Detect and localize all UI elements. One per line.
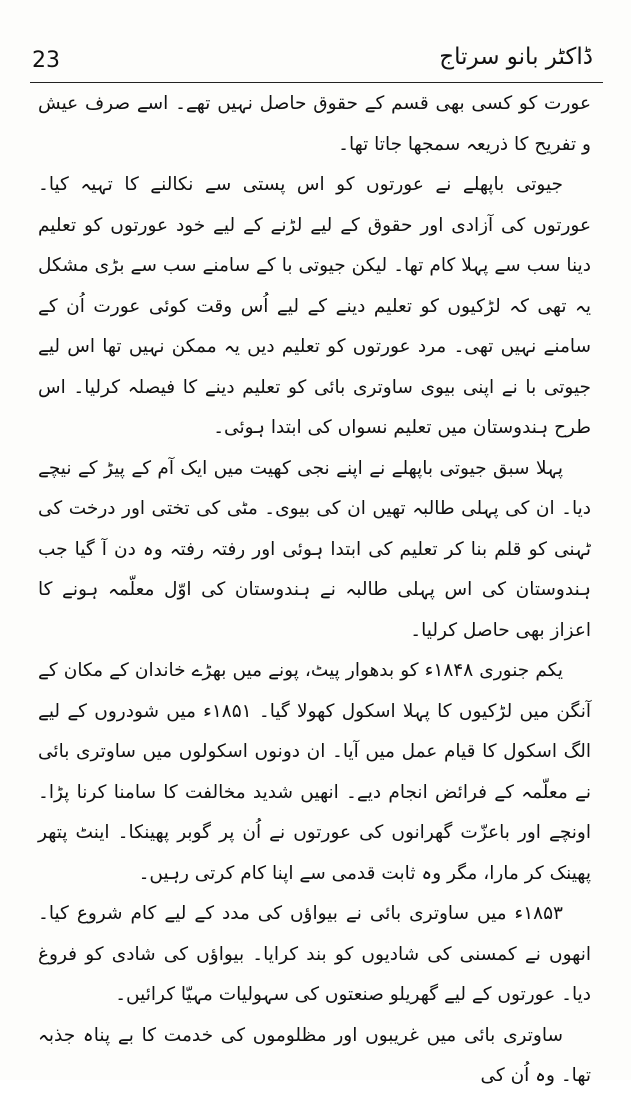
page-number: 23 bbox=[32, 48, 60, 73]
paragraph: عورت کو کسی بھی قسم کے حقوق حاصل نہیں تھے۔ اسے صرف عیش و تفریح کا ذریعہ سمجھا جاتا تھا۔ bbox=[38, 93, 591, 155]
body-text bbox=[38, 84, 591, 1097]
paragraph: جیوتی باپھلے نے عورتوں کو اس پستی سے نکالنے کا تہیہ کیا۔ عورتوں کی آزادی اور حقوق کے لیے لڑنے کے لیے خود عورتوں کو تعلیم دینا سب سے پہلا کام تھا۔ لیکن جیوتی با کے سامنے سب سے بڑی مشکل یہ تھی کہ لڑکیوں کو تعلیم دینے کے لیے اُس وقت کوئی عورت اُن کے سامنے نہیں تھی۔ مرد عورتوں کو تعلیم دیں یہ ممکن نہیں تھا اس لیے جیوتی با نے اپنی بیوی ساوتری بائی کو تعلیم دینے کا فیصلہ کرلیا۔ اس طرح ہندوستان میں تعلیم نسواں کی ابتدا ہوئی۔ bbox=[38, 174, 591, 438]
page-header bbox=[30, 40, 603, 80]
paragraph: ساوتری بائی میں غریبوں اور مظلوموں کی خدمت کا بے پناہ جذبہ تھا۔ وہ اُن کی bbox=[38, 1024, 591, 1086]
paragraph: یکم جنوری ۱۸۴۸ء کو بدھوار پیٹ، پونے میں بھڑے خاندان کے مکان کے آنگن میں لڑکیوں کا پہلا اسکول کھولا گیا۔ ۱۸۵۱ء میں شودروں کے لیے الگ اسکول کا قیام عمل میں آیا۔ ان دونوں اسکولوں میں ساوتری بائی نے معلّمہ کے فرائض انجام دیے۔ انھیں شدید مخالفت کا سامنا کرنا پڑا۔ اونچے اور باعزّت گھرانوں کی عورتوں نے اُن پر گوبر پھینکا۔ اینٹ پتھر پھینک کر مارا، مگر وہ ثابت قدمی سے اپنا کام کرتی رہیں۔ bbox=[38, 660, 591, 884]
running-title: ڈاکٹر بانو سرتاج bbox=[439, 44, 593, 70]
paragraph: پہلا سبق جیوتی باپھلے نے اپنے نجی کھیت میں ایک آم کے پیڑ کے نیچے دیا۔ ان کی پہلی طالبہ تھیں ان کی بیوی۔ مٹی کی تختی اور درخت کی ٹہنی کو قلم بنا کر تعلیم کی ابتدا ہوئی اور رفتہ رفتہ وہ دن آ گیا جب ہندوستان کی اس پہلی طالبہ نے ہندوستان کی اوّل معلّمہ ہونے کا اعزاز بھی حاصل کرلیا۔ bbox=[38, 457, 591, 641]
paragraph: ۱۸۵۳ء میں ساوتری بائی نے بیواؤں کی مدد کے لیے کام شروع کیا۔ انھوں نے کمسنی کی شادیوں کو بند کرایا۔ بیواؤں کی شادی کو فروغ دیا۔ عورتوں کے لیے گھریلو صنعتوں کی سہولیات مہیّا کرائیں۔ bbox=[38, 903, 591, 1005]
header-rule bbox=[30, 82, 603, 83]
